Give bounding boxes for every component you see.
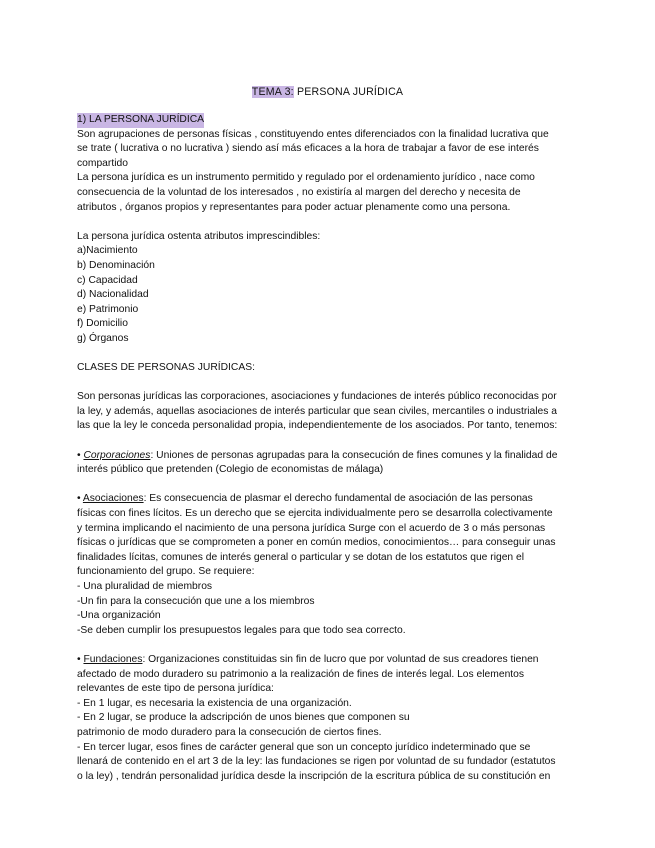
paragraph-line: físicas con fines lícitos. Es un derecho que se ejercita individualmente pero se desarrolla colectivamente <box>77 508 553 520</box>
paragraph-line: afectado de modo duradero su patrimonio a la realización de fines de interés legal. Los elementos <box>77 668 525 680</box>
paragraph-line: patrimonio de modo duradero para la consecución de ciertos fines. <box>77 726 382 738</box>
list-item: - En 1 lugar, es necesaria la existencia de una organización. <box>77 697 352 709</box>
paragraph-line: consecuencia de la voluntad de los interesados , no existiría al margen del derecho y necesita de <box>77 186 521 198</box>
section-heading-persona-juridica: 1) LA PERSONA JURÍDICA <box>77 113 204 128</box>
term-corporaciones: Corporaciones <box>83 449 151 461</box>
paragraph-line: La persona jurídica es un instrumento permitido y regulado por el ordenamiento jurídico , nace como <box>77 172 535 184</box>
paragraph-line: : Organizaciones constituidas sin fin de lucro que por voluntad de sus creadores tienen <box>142 653 539 665</box>
paragraph-line: Son personas jurídicas las corporaciones, asociaciones y fundaciones de interés público reconocidas por <box>77 391 557 403</box>
attribute-item: a)Nacimiento <box>77 245 138 257</box>
paragraph-line: interés público que pretenden (Colegio de economistas de málaga) <box>77 464 384 476</box>
paragraph-line: Son agrupaciones de personas físicas , constituyendo entes diferenciados con la finalidad lucrativa que <box>77 128 549 140</box>
bullet: • <box>77 449 84 461</box>
attribute-item: d) Nacionalidad <box>77 289 149 301</box>
list-item: -Un fin para la consecución que une a los miembros <box>77 595 315 607</box>
list-item: -Una organización <box>77 610 161 622</box>
list-item: -Se deben cumplir los presupuestos legales para que todo sea correcto. <box>77 624 406 636</box>
attribute-item: g) Órganos <box>77 332 129 344</box>
paragraph-line: atributos , órganos propios y representantes para poder actuar plenamente como una persona. <box>77 201 511 213</box>
paragraph-line: la ley, y además, aquellas asociaciones de interés particular que sean civiles, mercantiles o industriales a <box>77 405 558 417</box>
paragraph-line: las que la ley le conceda personalidad propia, independientemente de los asociados. Por tanto, tenemos: <box>77 420 558 432</box>
paragraph-line: finalidades lícitas, comunes de interés general o particular y se dotan de los estatutos que rigen el <box>77 551 525 563</box>
list-item: - En tercer lugar, esos fines de carácter general que son un concepto jurídico indeterminado que se <box>77 741 531 753</box>
paragraph-line: relevantes de este tipo de persona jurídica: <box>77 683 274 695</box>
bullet: • <box>77 493 83 505</box>
attribute-item: c) Capacidad <box>77 274 138 286</box>
list-item: - En 2 lugar, se produce la adscripción de unos bienes que componen su <box>77 712 410 724</box>
list-item: - Una pluralidad de miembros <box>77 581 213 592</box>
paragraph-line: : Uniones de personas agrupadas para la consecución de fines comunes y la finalidad de <box>150 449 558 461</box>
page-title <box>0 86 655 98</box>
paragraph-line: se trate ( lucrativa o no lucrativa ) siendo así más eficaces a la hora de trabajar a favor de ese interés <box>77 143 539 155</box>
paragraph-line: o la ley) , tendrán personalidad jurídica desde la inscripción de la escritura pública de su constitución en <box>77 770 551 782</box>
attributes-intro: La persona jurídica ostenta atributos imprescindibles: <box>77 230 321 242</box>
paragraph-line: físicas o jurídicas que se comprometen a poner en común medios, conocimientos… para conseguir unas <box>77 537 556 549</box>
attribute-item: f) Domicilio <box>77 318 128 330</box>
bullet: • <box>77 653 84 665</box>
term-asociaciones: Asociaciones <box>82 493 144 505</box>
title-tema-highlight: TEMA 3: <box>251 86 294 98</box>
attribute-item: e) Patrimonio <box>77 303 139 315</box>
paragraph-line: : Es consecuencia de plasmar el derecho fundamental de asociación de las personas <box>143 493 533 505</box>
section-heading-clases: CLASES DE PERSONAS JURÍDICAS: <box>77 362 255 374</box>
term-fundaciones: Fundaciones <box>83 653 143 665</box>
document-body <box>77 113 582 784</box>
attribute-item: b) Denominación <box>77 259 155 271</box>
paragraph-line: llenará de contenido en el art 3 de la ley: las fundaciones se rigen por voluntad de su fundador (estatutos <box>77 756 556 768</box>
paragraph-line: compartido <box>77 157 128 169</box>
paragraph-line: y termina implicando el nacimiento de una persona jurídica Surge con el acuerdo de 3 o más personas <box>77 522 546 534</box>
paragraph-line: funcionamiento del grupo. Se requiere: <box>77 566 255 578</box>
title-text: PERSONA JURÍDICA <box>293 86 404 98</box>
